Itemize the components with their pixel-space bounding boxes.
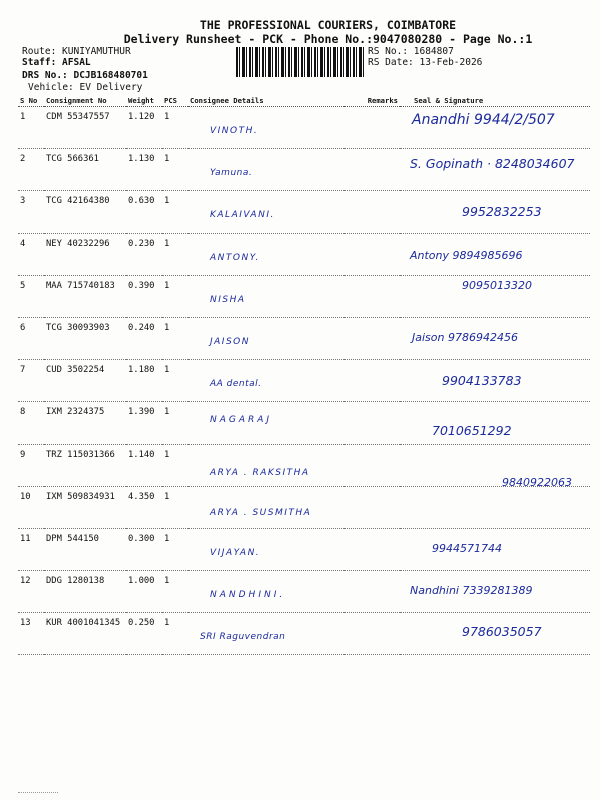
signature: 9786035057	[462, 624, 542, 640]
rs-number: RS No.: 1684807	[368, 46, 454, 57]
row-remarks	[344, 571, 400, 613]
row-sno: 8	[18, 402, 44, 444]
row-pcs: 1	[162, 107, 188, 149]
row-weight: 0.390	[126, 275, 162, 317]
row-pcs: 1	[162, 613, 188, 655]
row-remarks	[344, 317, 400, 359]
signature: 9904133783	[442, 373, 522, 389]
row-sno: 7	[18, 360, 44, 402]
row-consignment: CDM 55347557	[44, 107, 126, 149]
table-row	[18, 275, 590, 317]
row-weight: 1.130	[126, 149, 162, 191]
row-remarks	[344, 149, 400, 191]
table-row	[18, 528, 590, 570]
row-remarks	[344, 444, 400, 486]
table-row	[18, 317, 590, 359]
row-weight: 4.350	[126, 486, 162, 528]
consignee-name: JAISON	[210, 336, 250, 347]
table-row	[18, 571, 590, 613]
col-remarks: Remarks	[344, 94, 400, 107]
route-label: Route: KUNIYAMUTHUR	[22, 46, 131, 57]
row-remarks	[344, 107, 400, 149]
table-row	[18, 402, 590, 444]
signature: Anandhi 9944/2/507	[412, 112, 555, 128]
signature: Antony 9894985696	[410, 248, 523, 262]
row-pcs: 1	[162, 149, 188, 191]
signature: 7010651292	[432, 423, 512, 439]
col-sno: S No	[18, 94, 44, 107]
signature: 9944571744	[432, 541, 502, 555]
row-remarks	[344, 191, 400, 233]
table-row	[18, 613, 590, 655]
consignee-name: KALAIVANI.	[210, 210, 275, 221]
table-row	[18, 149, 590, 191]
row-weight: 1.390	[126, 402, 162, 444]
row-sno: 13	[18, 613, 44, 655]
col-consignee: Consignee Details	[188, 94, 344, 107]
row-sno: 2	[18, 149, 44, 191]
table-row	[18, 191, 590, 233]
table-row	[18, 107, 590, 149]
rs-date: RS Date: 13-Feb-2026	[368, 57, 483, 68]
consignee-name: NISHA	[210, 294, 246, 305]
signature: Nandhini 7339281389	[410, 584, 533, 598]
consignee-name: VINOTH.	[210, 126, 259, 136]
row-sno: 5	[18, 275, 44, 317]
row-sno: 9	[18, 444, 44, 486]
row-consignment: NEY 40232296	[44, 233, 126, 275]
signature: S. Gopinath · 8248034607	[410, 156, 575, 172]
table-row	[18, 486, 590, 528]
row-weight: 0.630	[126, 191, 162, 233]
staff-label: Staff: AFSAL	[22, 57, 91, 68]
col-weight: Weight	[126, 94, 162, 107]
row-consignment: TRZ 115031366	[44, 444, 126, 486]
row-sno: 4	[18, 233, 44, 275]
row-remarks	[344, 528, 400, 570]
row-consignment: CUD 3502254	[44, 360, 126, 402]
col-pcs: PCS	[162, 94, 188, 107]
row-pcs: 1	[162, 191, 188, 233]
row-sno: 1	[18, 107, 44, 149]
row-pcs: 1	[162, 571, 188, 613]
consignee-name: ARYA . SUSMITHA	[210, 507, 312, 518]
col-consignment: Consignment No	[44, 94, 126, 107]
table-header-row	[18, 94, 590, 107]
row-weight: 1.000	[126, 571, 162, 613]
row-weight: 0.240	[126, 317, 162, 359]
row-remarks	[344, 360, 400, 402]
row-consignment: TCG 30093903	[44, 317, 126, 359]
consignee-name: ARYA . RAKSITHA	[210, 467, 310, 478]
row-consignment: DPM 544150	[44, 528, 126, 570]
table-row	[18, 360, 590, 402]
row-pcs: 1	[162, 317, 188, 359]
signature: 9952832253	[462, 204, 542, 220]
row-pcs: 1	[162, 486, 188, 528]
company-title: THE PROFESSIONAL COURIERS, COIMBATORE	[199, 18, 457, 32]
consignee-name: NANDHINI.	[210, 590, 286, 601]
row-consignment: DDG 1280138	[44, 571, 126, 613]
row-sno: 10	[18, 486, 44, 528]
row-consignment: TCG 566361	[44, 149, 126, 191]
row-consignment: MAA 715740183	[44, 275, 126, 317]
row-sno: 12	[18, 571, 44, 613]
row-weight: 0.230	[126, 233, 162, 275]
barcode	[236, 47, 364, 77]
row-remarks	[344, 233, 400, 275]
row-remarks	[344, 486, 400, 528]
runsheet-table	[18, 94, 590, 655]
consignee-name: VIJAYAN.	[210, 547, 261, 558]
row-consignment: TCG 42164380	[44, 191, 126, 233]
row-pcs: 1	[162, 360, 188, 402]
row-remarks	[344, 402, 400, 444]
row-consignment: IXM 2324375	[44, 402, 126, 444]
table-row	[18, 233, 590, 275]
signature: Jaison 9786942456	[412, 330, 518, 344]
row-weight: 0.250	[126, 613, 162, 655]
row-pcs: 1	[162, 444, 188, 486]
page-footer-dots	[18, 792, 58, 797]
runsheet-title: Delivery Runsheet - PCK - Phone No.:9047080280 - Page No.:1	[123, 32, 533, 46]
row-weight: 1.180	[126, 360, 162, 402]
row-weight: 1.140	[126, 444, 162, 486]
row-weight: 1.120	[126, 107, 162, 149]
consignee-name: SRI Raguvendran	[200, 632, 286, 643]
consignee-name: ANTONY.	[210, 252, 260, 263]
row-remarks	[344, 275, 400, 317]
row-sno: 6	[18, 317, 44, 359]
row-weight: 0.300	[126, 528, 162, 570]
signature: 9840922063	[502, 475, 572, 489]
row-pcs: 1	[162, 275, 188, 317]
consignee-name: AA dental.	[210, 379, 262, 390]
vehicle-label: Vehicle: EV Delivery	[28, 82, 143, 93]
row-remarks	[344, 613, 400, 655]
col-signature: Seal & Signature	[400, 94, 590, 107]
row-pcs: 1	[162, 528, 188, 570]
row-sno: 11	[18, 528, 44, 570]
consignee-name: NAGARAJ	[210, 415, 273, 426]
drs-number: DRS No.: DCJB168480701	[22, 70, 148, 81]
row-pcs: 1	[162, 402, 188, 444]
row-consignment: IXM 509834931	[44, 486, 126, 528]
consignee-name: Yamuna.	[210, 168, 253, 179]
row-consignment: KUR 4001041345	[44, 613, 126, 655]
signature: 9095013320	[462, 278, 532, 292]
row-sno: 3	[18, 191, 44, 233]
row-pcs: 1	[162, 233, 188, 275]
